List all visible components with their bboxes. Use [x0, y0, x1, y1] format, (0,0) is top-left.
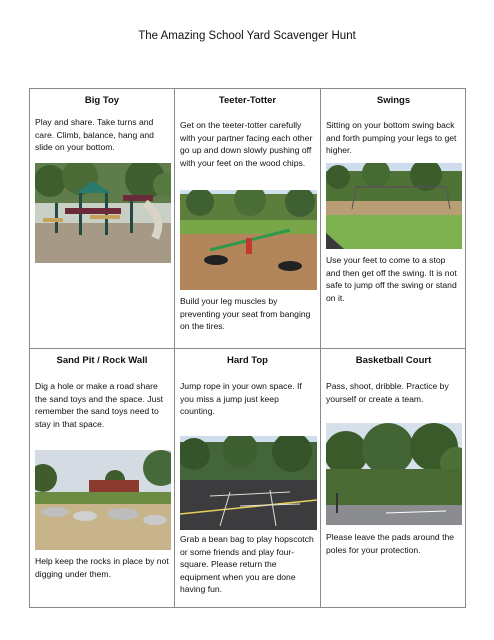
cell-heading: Hard Top [227, 355, 268, 366]
page-title: The Amazing School Yard Scavenger Hunt [138, 30, 356, 42]
cell-instructions: Play and share. Take turns and care. Climb, balance, hang and slide on your bottom. [35, 117, 154, 153]
big-toy-photo [35, 163, 171, 263]
cell-hard-top [175, 349, 320, 608]
basketball-court-photo [326, 423, 462, 525]
cell-heading: Swings [376, 95, 411, 106]
cell-teeter-totter [175, 89, 320, 348]
scavenger-hunt-table [29, 88, 466, 608]
cell-instructions: Sitting on your bottom swing back and forth pumping your legs to get higher. [326, 120, 457, 156]
cell-safety-note: Use your feet to come to a stop and then get off the swing. It is not safe to jump off the swing or stand on it. [326, 255, 457, 303]
cell-safety-note: Help keep the rocks in place by not digging under them. [35, 556, 169, 579]
cell-heading: Teeter-Totter [218, 95, 277, 106]
cell-sand-pit-rock-wall [30, 349, 174, 608]
cell-swings [321, 89, 466, 348]
cell-heading: Basketball Court [355, 355, 432, 366]
cell-safety-note: Grab a bean bag to play hopscotch or some friends and play four-square. Please return the equipment when you are done having fun. [180, 534, 314, 595]
cell-instructions: Jump rope in your own space. If you miss a jump just keep counting. [180, 381, 302, 417]
hard-top-photo [180, 436, 317, 530]
cell-instructions: Pass, shoot, dribble. Practice by yourself or create a team. [326, 381, 449, 404]
cell-instructions: Get on the teeter-totter carefully with your partner facing each other go up and down slowly pushing off with your feet on the wood chips. [180, 120, 313, 168]
teeter-totter-photo [180, 190, 317, 290]
cell-big-toy [30, 89, 174, 348]
cell-safety-note: Please leave the pads around the poles for your protection. [326, 532, 455, 555]
swings-photo [326, 163, 462, 249]
cell-heading: Big Toy [84, 95, 120, 106]
cell-heading: Sand Pit / Rock Wall [56, 355, 148, 366]
cell-safety-note: Build your leg muscles by preventing your seat from banging on the tires. [180, 296, 311, 332]
cell-basketball-court [321, 349, 466, 608]
sand-pit-photo [35, 450, 171, 550]
cell-instructions: Dig a hole or make a road share the sand toys and the space. Just remember the sand toys need to stay in that space. [35, 381, 164, 429]
